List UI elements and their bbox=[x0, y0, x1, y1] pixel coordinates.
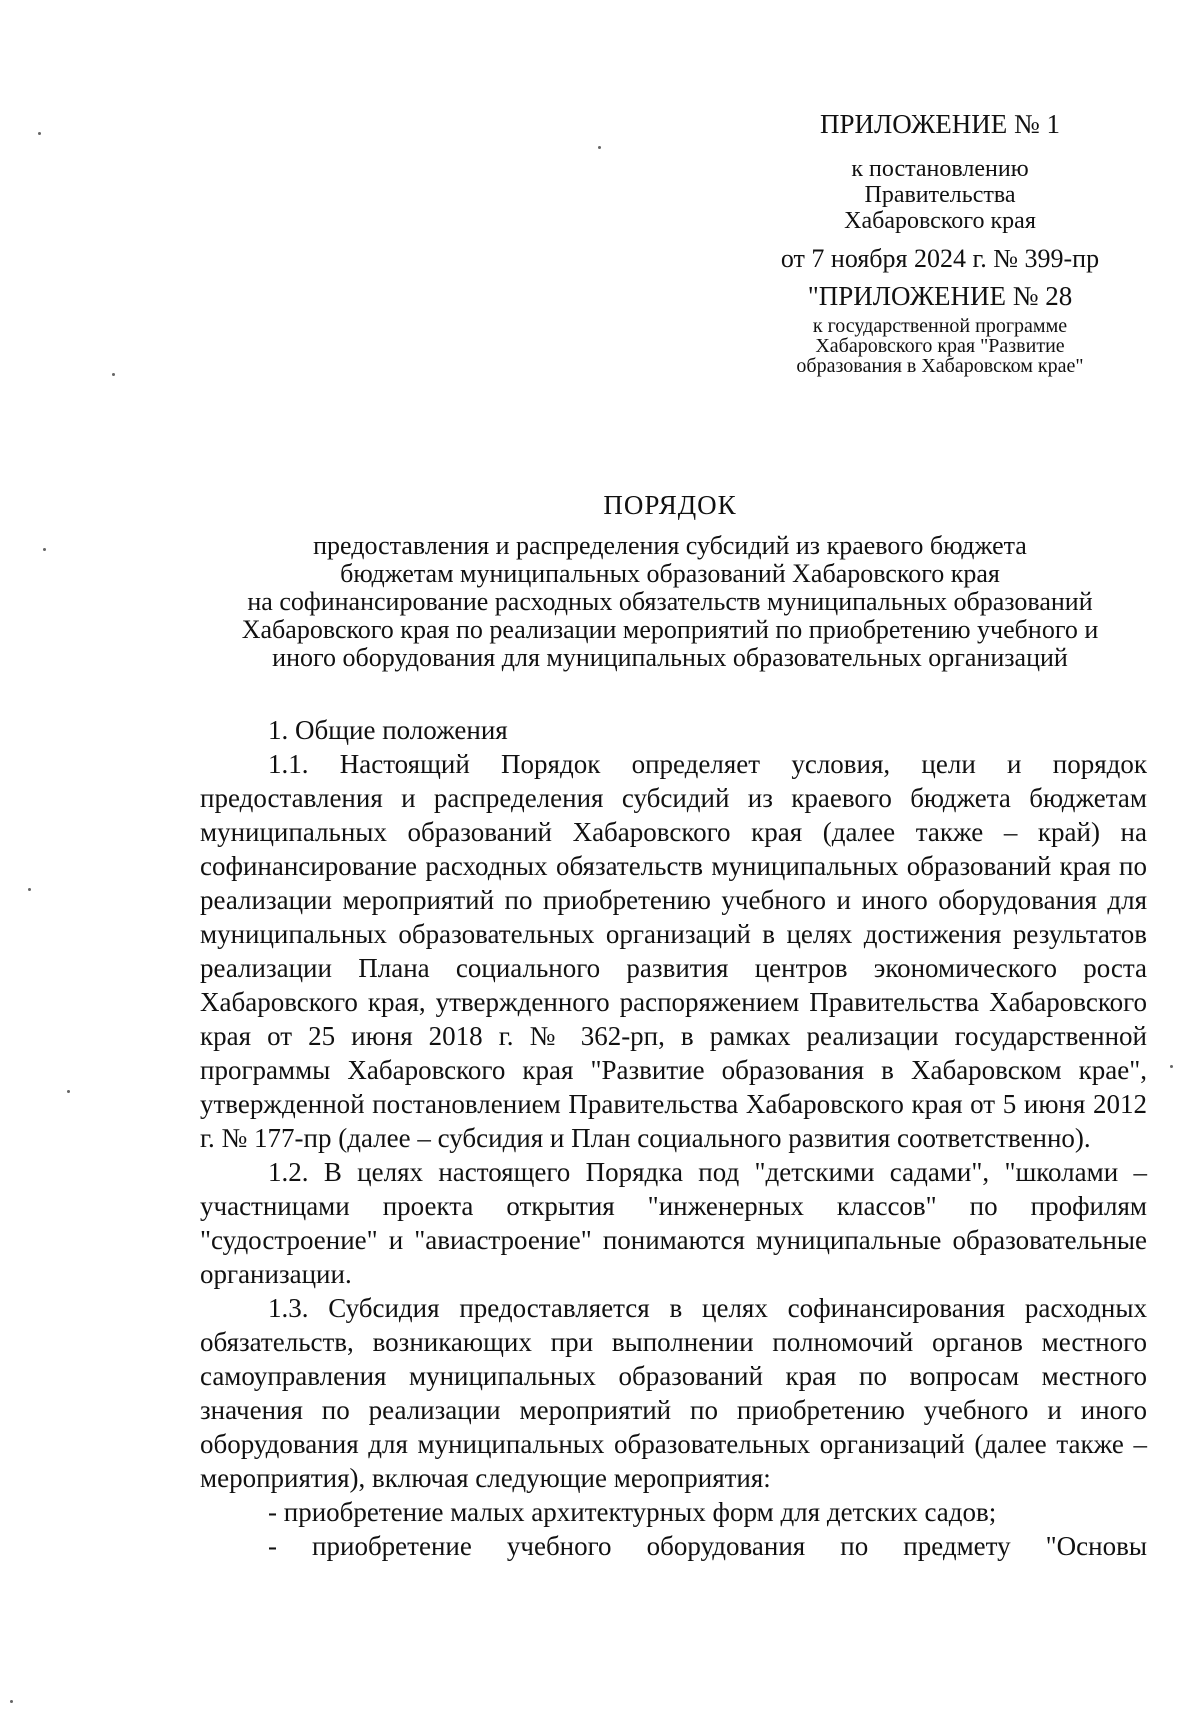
document-title-block bbox=[150, 488, 1190, 672]
to-program-line: образования в Хабаровском крае" bbox=[796, 355, 1084, 377]
scan-speck bbox=[67, 1090, 70, 1093]
section-heading: 1. Общие положения bbox=[268, 715, 508, 745]
paragraph-1-2: 1.2. В целях настоящего Порядка под "детскими садами", "школами – участницами проекта открытия "инженерных классов" по профилям "судостроение" и "авиастроение" понимаются муниципальные образовательные организации. bbox=[200, 1157, 1147, 1289]
list-item: - приобретение учебного оборудования по предмету "Основы bbox=[268, 1531, 1147, 1561]
decree-date: от 7 ноября 2024 г. № 399-пр bbox=[780, 244, 1100, 273]
document-title: ПОРЯДОК bbox=[603, 490, 737, 520]
document-body bbox=[200, 713, 1147, 1563]
scan-speck bbox=[28, 888, 31, 891]
to-program-line: Хабаровского края "Развитие bbox=[815, 335, 1065, 357]
to-decree bbox=[740, 156, 1140, 234]
scan-speck bbox=[598, 146, 601, 149]
to-decree-line: Правительства bbox=[864, 182, 1016, 208]
paragraph-1-1: 1.1. Настоящий Порядок определяет условия, цели и порядок предоставления и распределения субсидий из краевого бюджета бюджетам муниципальных образований Хабаровского края (далее также – край) на софинансирование расходных обязательств муниципальных образований края по реализации мероприятий по приобретению учебного и иного оборудования для муниципальных образовательных организаций в целях достижения результатов реализации Плана социального развития центров экономического роста Хабаровского края, утвержденного распоряжением Правительства Хабаровского края от 25 июня 2018 г. № 362-рп, в рамках реализации государственной программы Хабаровского края "Развитие образования в Хабаровском крае", утвержденной постановлением Правительства Хабаровского края от 5 июня 2012 г. № 177-пр (далее – субсидия и План социального развития соответственно). bbox=[200, 749, 1147, 1153]
document-subtitle-line: Хабаровского края по реализации мероприятий по приобретению учебного и bbox=[241, 615, 1099, 644]
paragraph-1-3: 1.3. Субсидия предоставляется в целях софинансирования расходных обязательств, возникающих при выполнении полномочий органов местного самоуправления муниципальных образований края по вопросам местного значения по реализации мероприятий по приобретению учебного и иного оборудования для муниципальных образовательных организаций (далее также – мероприятия), включая следующие мероприятия: bbox=[200, 1293, 1147, 1493]
scan-speck bbox=[10, 1700, 13, 1703]
to-program-line: к государственной программе bbox=[812, 315, 1068, 337]
scan-speck bbox=[112, 373, 115, 376]
document-subtitle-line: бюджетам муниципальных образований Хабаровского края bbox=[340, 559, 1000, 588]
document-subtitle-line: иного оборудования для муниципальных образовательных организаций bbox=[272, 643, 1068, 672]
appendix-title: ПРИЛОЖЕНИЕ № 1 bbox=[819, 109, 1061, 139]
document-subtitle-line: на софинансирование расходных обязательств муниципальных образований bbox=[247, 587, 1093, 616]
scan-speck bbox=[43, 548, 46, 551]
scan-speck bbox=[38, 132, 41, 135]
list-item: - приобретение малых архитектурных форм для детских садов; bbox=[268, 1497, 997, 1527]
scan-speck bbox=[1170, 1065, 1173, 1068]
to-decree-line: Хабаровского края bbox=[844, 208, 1036, 234]
to-decree-line: к постановлению bbox=[851, 156, 1029, 182]
appendix-header bbox=[740, 108, 1140, 376]
to-program bbox=[740, 316, 1140, 376]
document-subtitle-line: предоставления и распределения субсидий из краевого бюджета bbox=[313, 531, 1027, 560]
appendix-title-2: "ПРИЛОЖЕНИЕ № 28 bbox=[807, 281, 1073, 311]
